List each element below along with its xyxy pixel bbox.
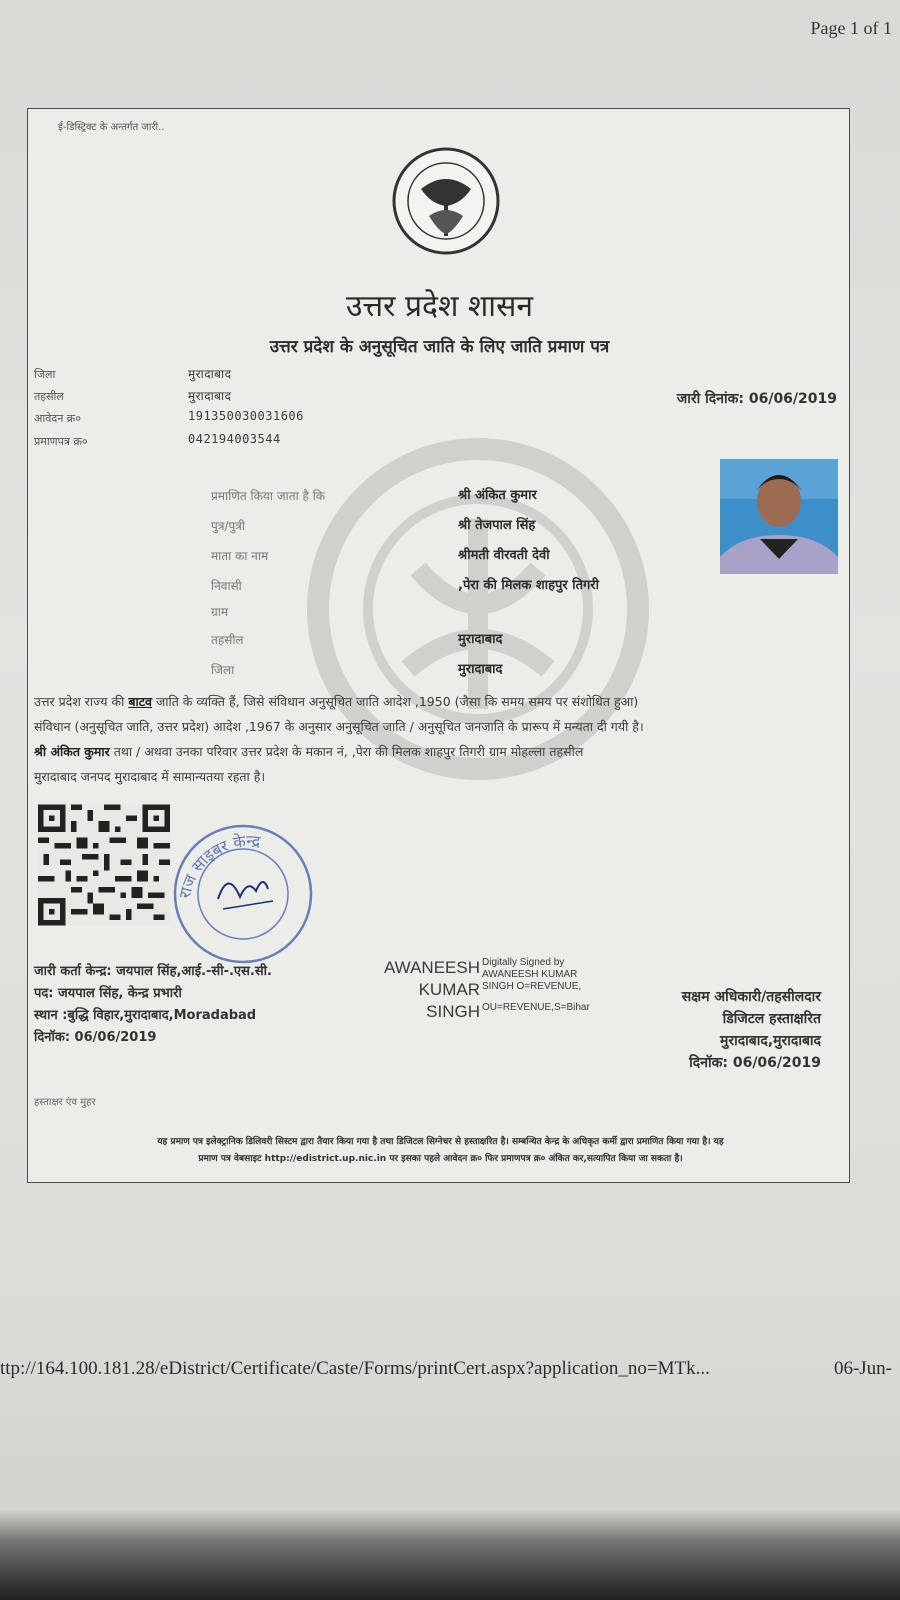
caste-name: बाटव: [128, 694, 152, 709]
officer-title: सक्षम अधिकारी/तहसीलदार: [681, 989, 821, 1005]
field-tehsil-value: मुरादाबाद: [458, 632, 503, 647]
issuing-center: जारी कर्ता केन्द्र: जयपाल सिंह,आई.-सी-.एस.सी.: [34, 964, 272, 979]
paragraph-applicant-name: श्री अंकित कुमार: [34, 744, 110, 759]
field-label-son-of: पुत्र/पुत्री: [211, 519, 246, 533]
qr-code: [38, 804, 170, 926]
mother-name: श्रीमती वीरवती देवी: [458, 548, 550, 563]
digital-signature: AWANEESH KUMAR SINGH Digitally Signed by AWANEESH KUMAR SINGH O=REVENUE, OU=REVENUE,S=Bihar: [383, 957, 590, 1021]
print-url: ttp://164.100.181.28/eDistrict/Certificate/Caste/Forms/printCert.aspx?application_no=MTk...: [0, 1358, 710, 1379]
field-label-tehsil: तहसील: [211, 633, 244, 647]
field-label-district: जिला: [211, 663, 235, 677]
officer-date: दिनॉक: 06/06/2019: [689, 1055, 821, 1071]
issuer-post: पद: जयपाल सिंह, केन्द्र प्रभारी: [34, 986, 182, 1001]
applicant-name: श्री अंकित कुमार: [458, 488, 537, 503]
person-photo-icon: [720, 459, 838, 574]
certificate-no-label: प्रमाणपत्र क्र०: [34, 435, 88, 448]
field-district-value: मुरादाबाद: [458, 662, 503, 677]
application-no-value: 191350030031606: [188, 409, 304, 423]
svg-text:राज साइबर केन्द्र: राज साइबर केन्द्र: [175, 831, 262, 900]
applicant-photo: [720, 459, 838, 574]
cyber-center-seal: [168, 809, 318, 969]
signature-seal-caption: हस्ताक्षर एंव मुहर: [34, 1097, 96, 1108]
certificate-subtitle: उत्तर प्रदेश के अनुसूचित जाति के लिए जाति प्रमाण पत्र: [269, 337, 610, 357]
district-value: मुरादाबाद: [188, 367, 232, 381]
field-label-certified: प्रमाणित किया जाता है कि: [211, 489, 326, 503]
print-date: 06-Jun-: [833, 1358, 892, 1379]
certificate-title: उत्तर प्रदेश शासन: [345, 289, 533, 324]
issuer-date: दिनॉक: 06/06/2019: [34, 1030, 157, 1045]
field-label-village: ग्राम: [211, 605, 229, 619]
photo-bottom-shadow: [0, 1510, 900, 1600]
page-indicator: Page 1 of 1: [810, 18, 892, 38]
top-note: ई-डिस्ट्रिक्ट के अन्तर्गत जारी..: [58, 122, 165, 133]
verification-footnote: यह प्रमाण पत्र इलेक्ट्रानिक डिलिवरी सिस्टम द्वारा तैयार किया गया है तथा डिजिटल सिग्नेचर से हस्ताक्षरित है। सम्बन्धित केन्द्र के अधिकृत कर्मी द्वारा प्रमाणित किया गया है। यह प्रमाण पत्र वेबसाइट http://edistrict.up.nic.in पर इसका पहले आवेदन क्र० फिर प्रमाणपत्र क्र० अंकित कर,सत्यापित किया जा सकता है।: [157, 1137, 724, 1164]
tehsil-label: तहसील: [34, 390, 64, 403]
officer-digitally-signed: डिजिटल हस्ताक्षरित: [722, 1011, 821, 1027]
certificate-paragraph: उत्तर प्रदेश राज्य की बाटव जाति के व्यक्ति हैं, जिसे संविधान अनुसूचित जाति आदेश ,1950 (जैसा कि समय समय पर संशोधित हुआ) संविधान (अनुसूचित जाति, उत्तर प्रदेश) आदेश ,1967 के अनुसार अनुसूचित जाति / अनुसूचित जनजाति के प्रारूप में मन्यता दी गयी है। श्री अंकित कुमार तथा / अथवा उनका परिवार उत्तर प्रदेश के मकान नं, ,पेरा की मिलक शाहपुर तिगरी ग्राम मोहल्ला तहसील मुरादाबाद जनपद मुरादाबाद में सामान्यतया रहता है।: [34, 694, 644, 784]
issue-date: जारी दिनांक: 06/06/2019: [676, 391, 837, 407]
field-label-mother: माता का नाम: [211, 549, 269, 563]
district-label: जिला: [34, 368, 56, 381]
up-government-emblem: [391, 144, 501, 259]
field-label-resident: निवासी: [211, 579, 242, 593]
application-no-label: आवेदन क्र०: [34, 412, 81, 425]
certificate-no-value: 042194003544: [188, 432, 281, 446]
father-name: श्री तेजपाल सिंह: [458, 518, 536, 533]
officer-place: मुरादाबाद,मुरादाबाद: [720, 1033, 821, 1049]
resident-address: ,पेरा की मिलक शाहपुर तिगरी: [458, 578, 599, 593]
tehsil-value: मुरादाबाद: [188, 389, 232, 403]
caste-certificate: [27, 108, 850, 1183]
issuer-place: स्थान :बुद्धि विहार,मुरादाबाद,Moradabad: [34, 1008, 257, 1023]
